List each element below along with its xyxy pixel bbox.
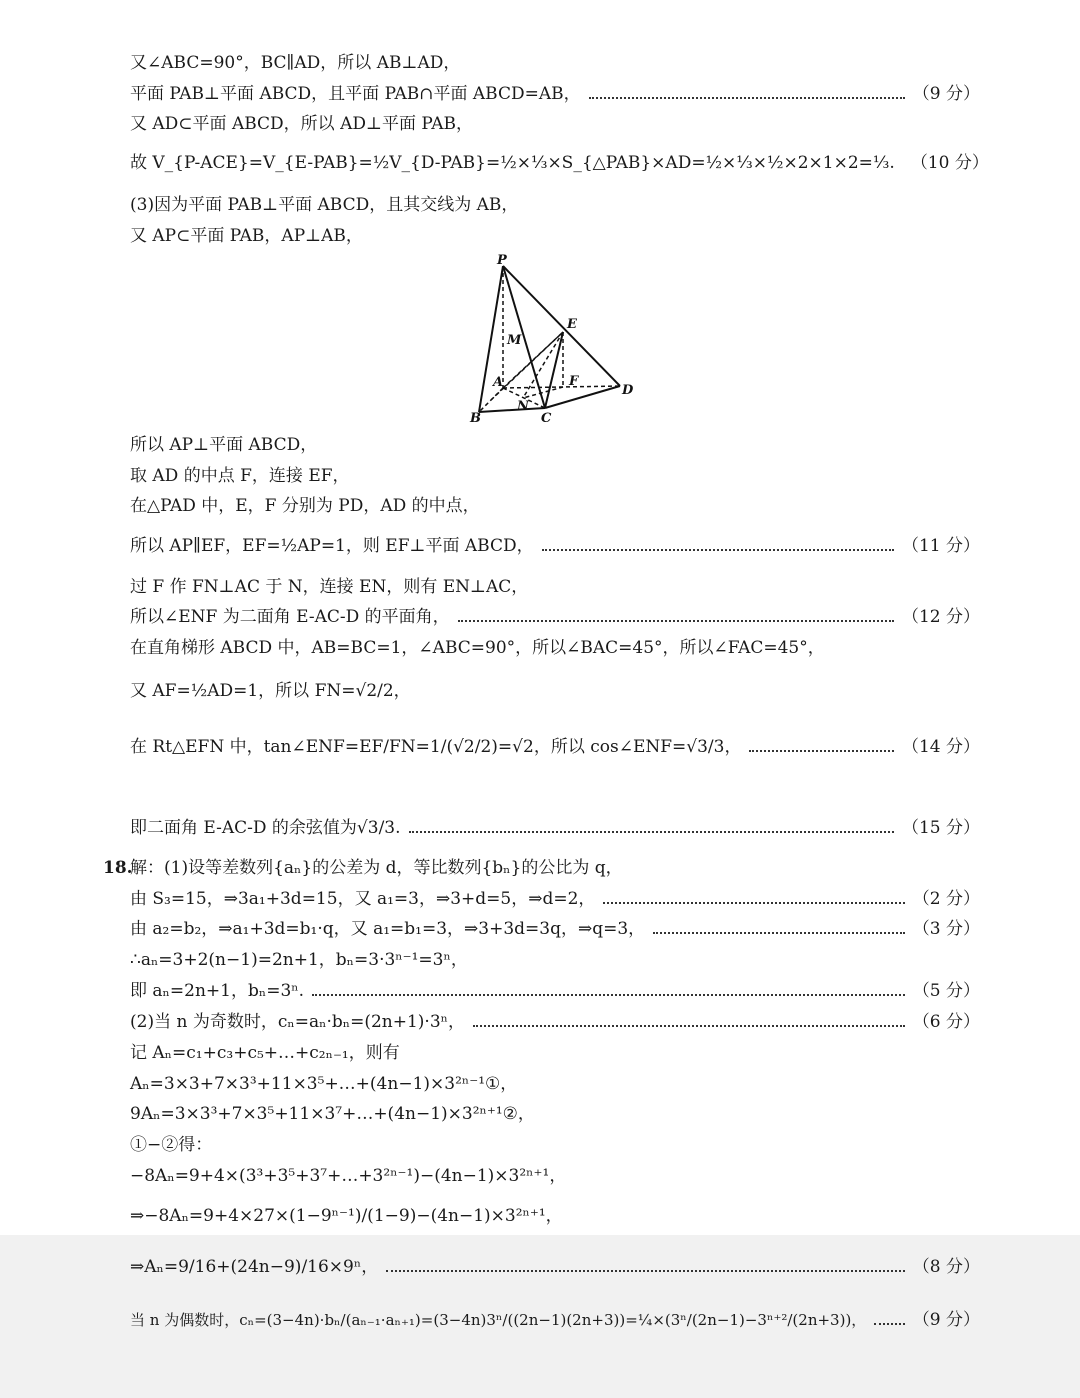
score-label: （15 分） <box>901 818 980 838</box>
solution-line: 在 Rt△EFN 中，tan∠ENF=EF/FN=1/(√2/2)=√2，所以 cos∠ENF=√3/3， （14 分） <box>130 737 980 757</box>
solution-line: 记 Aₙ=c₁+c₃+c₅+…+c₂ₙ₋₁，则有 <box>130 1043 400 1063</box>
solution-line: ①−②得： <box>130 1135 213 1155</box>
solution-line: 9Aₙ=3×3³+7×3⁵+11×3⁷+…+(4n−1)×3²ⁿ⁺¹②， <box>130 1104 535 1124</box>
score-label: （14 分） <box>901 737 980 757</box>
solution-line: ⇒Aₙ=9/16+(24n−9)/16×9ⁿ， （8 分） <box>130 1257 980 1277</box>
score-label: （9 分） <box>912 1310 980 1330</box>
solution-line: 又∠ABC=90°，BC∥AD，所以 AB⊥AD， <box>130 53 461 73</box>
score-label: （10 分） <box>910 153 989 173</box>
question-number: 18. <box>103 858 133 878</box>
solution-line: 又 AF=½AD=1，所以 FN=√2/2， <box>130 681 411 701</box>
solution-line: (3)因为平面 PAB⊥平面 ABCD，且其交线为 AB， <box>130 195 519 215</box>
label-F: F <box>569 374 579 389</box>
solution-line: 所以 AP⊥平面 ABCD， <box>130 435 318 455</box>
label-D: D <box>622 383 634 398</box>
solution-line: 当 n 为偶数时，cₙ=(3−4n)·bₙ/(aₙ₋₁·aₙ₊₁)=(3−4n)3ⁿ/((2n−1)(2n+3))=¼×(3ⁿ/(2n−1)−3ⁿ⁺²/(2n+3))， （9 分） <box>130 1310 980 1330</box>
label-P: P <box>497 253 507 268</box>
solution-line: 所以∠ENF 为二面角 E-AC-D 的平面角， （12 分） <box>130 607 980 627</box>
solution-line: 即二面角 E-AC-D 的余弦值为√3/3. （15 分） <box>130 818 980 838</box>
solution-line: 过 F 作 FN⊥AC 于 N，连接 EN，则有 EN⊥AC， <box>130 577 529 597</box>
score-label: （8 分） <box>912 1257 980 1277</box>
solution-line: ∴aₙ=3+2(n−1)=2n+1，bₙ=3·3ⁿ⁻¹=3ⁿ， <box>130 950 468 970</box>
solution-line: 又 AP⊂平面 PAB，AP⊥AB， <box>130 226 363 246</box>
score-label: （2 分） <box>912 889 980 909</box>
pyramid-diagram <box>465 252 645 428</box>
label-A: A <box>493 375 504 390</box>
solution-line: Aₙ=3×3+7×3³+11×3⁵+…+(4n−1)×3²ⁿ⁻¹①， <box>130 1074 518 1094</box>
solution-line: 在直角梯形 ABCD 中，AB=BC=1，∠ABC=90°，所以∠BAC=45°，所以∠FAC=45°， <box>130 638 825 658</box>
solution-line: 所以 AP∥EF，EF=½AP=1，则 EF⊥平面 ABCD， （11 分） <box>130 536 980 556</box>
score-label: （6 分） <box>912 1012 980 1032</box>
label-B: B <box>470 411 481 426</box>
geometry-figure <box>465 252 645 428</box>
score-label: （12 分） <box>901 607 980 627</box>
solution-line: 又 AD⊂平面 ABCD，所以 AD⊥平面 PAB， <box>130 114 474 134</box>
solution-line: 故 V_{P-ACE}=V_{E-PAB}=½V_{D-PAB}=½×⅓×S_{△PAB}×AD=½×⅓×½×2×1×2=⅓. （10 分） <box>130 153 989 173</box>
solution-line: 平面 PAB⊥平面 ABCD，且平面 PAB∩平面 ABCD=AB， （9 分） <box>130 84 980 104</box>
solution-line: 由 S₃=15，⇒3a₁+3d=15，又 a₁=3，⇒3+d=5，⇒d=2， （2 分） <box>130 889 980 909</box>
solution-line: (2)当 n 为奇数时，cₙ=aₙ·bₙ=(2n+1)·3ⁿ， （6 分） <box>130 1012 980 1032</box>
label-C: C <box>541 411 552 426</box>
solution-line: 在△PAD 中，E，F 分别为 PD，AD 的中点， <box>130 496 480 516</box>
score-label: （5 分） <box>912 981 980 1001</box>
label-M: M <box>507 333 522 348</box>
solution-line: 由 a₂=b₂，⇒a₁+3d=b₁·q，又 a₁=b₁=3，⇒3+3d=3q，⇒q=3， （3 分） <box>130 919 980 939</box>
solution-line: 取 AD 的中点 F，连接 EF， <box>130 466 350 486</box>
solution-line: −8Aₙ=9+4×(3³+3⁵+3⁷+…+3²ⁿ⁻¹)−(4n−1)×3²ⁿ⁺¹， <box>130 1166 567 1186</box>
label-N: N <box>517 399 529 414</box>
solution-line: ⇒−8Aₙ=9+4×27×(1−9ⁿ⁻¹)/(1−9)−(4n−1)×3²ⁿ⁺¹， <box>130 1206 563 1226</box>
label-E: E <box>567 317 577 332</box>
score-label: （11 分） <box>901 536 980 556</box>
solution-line: 即 aₙ=2n+1，bₙ=3ⁿ. （5 分） <box>130 981 980 1001</box>
solution-line: 解：(1)设等差数列{aₙ}的公差为 d，等比数列{bₙ}的公比为 q， <box>130 858 623 878</box>
score-label: （3 分） <box>912 919 980 939</box>
score-label: （9 分） <box>912 84 980 104</box>
